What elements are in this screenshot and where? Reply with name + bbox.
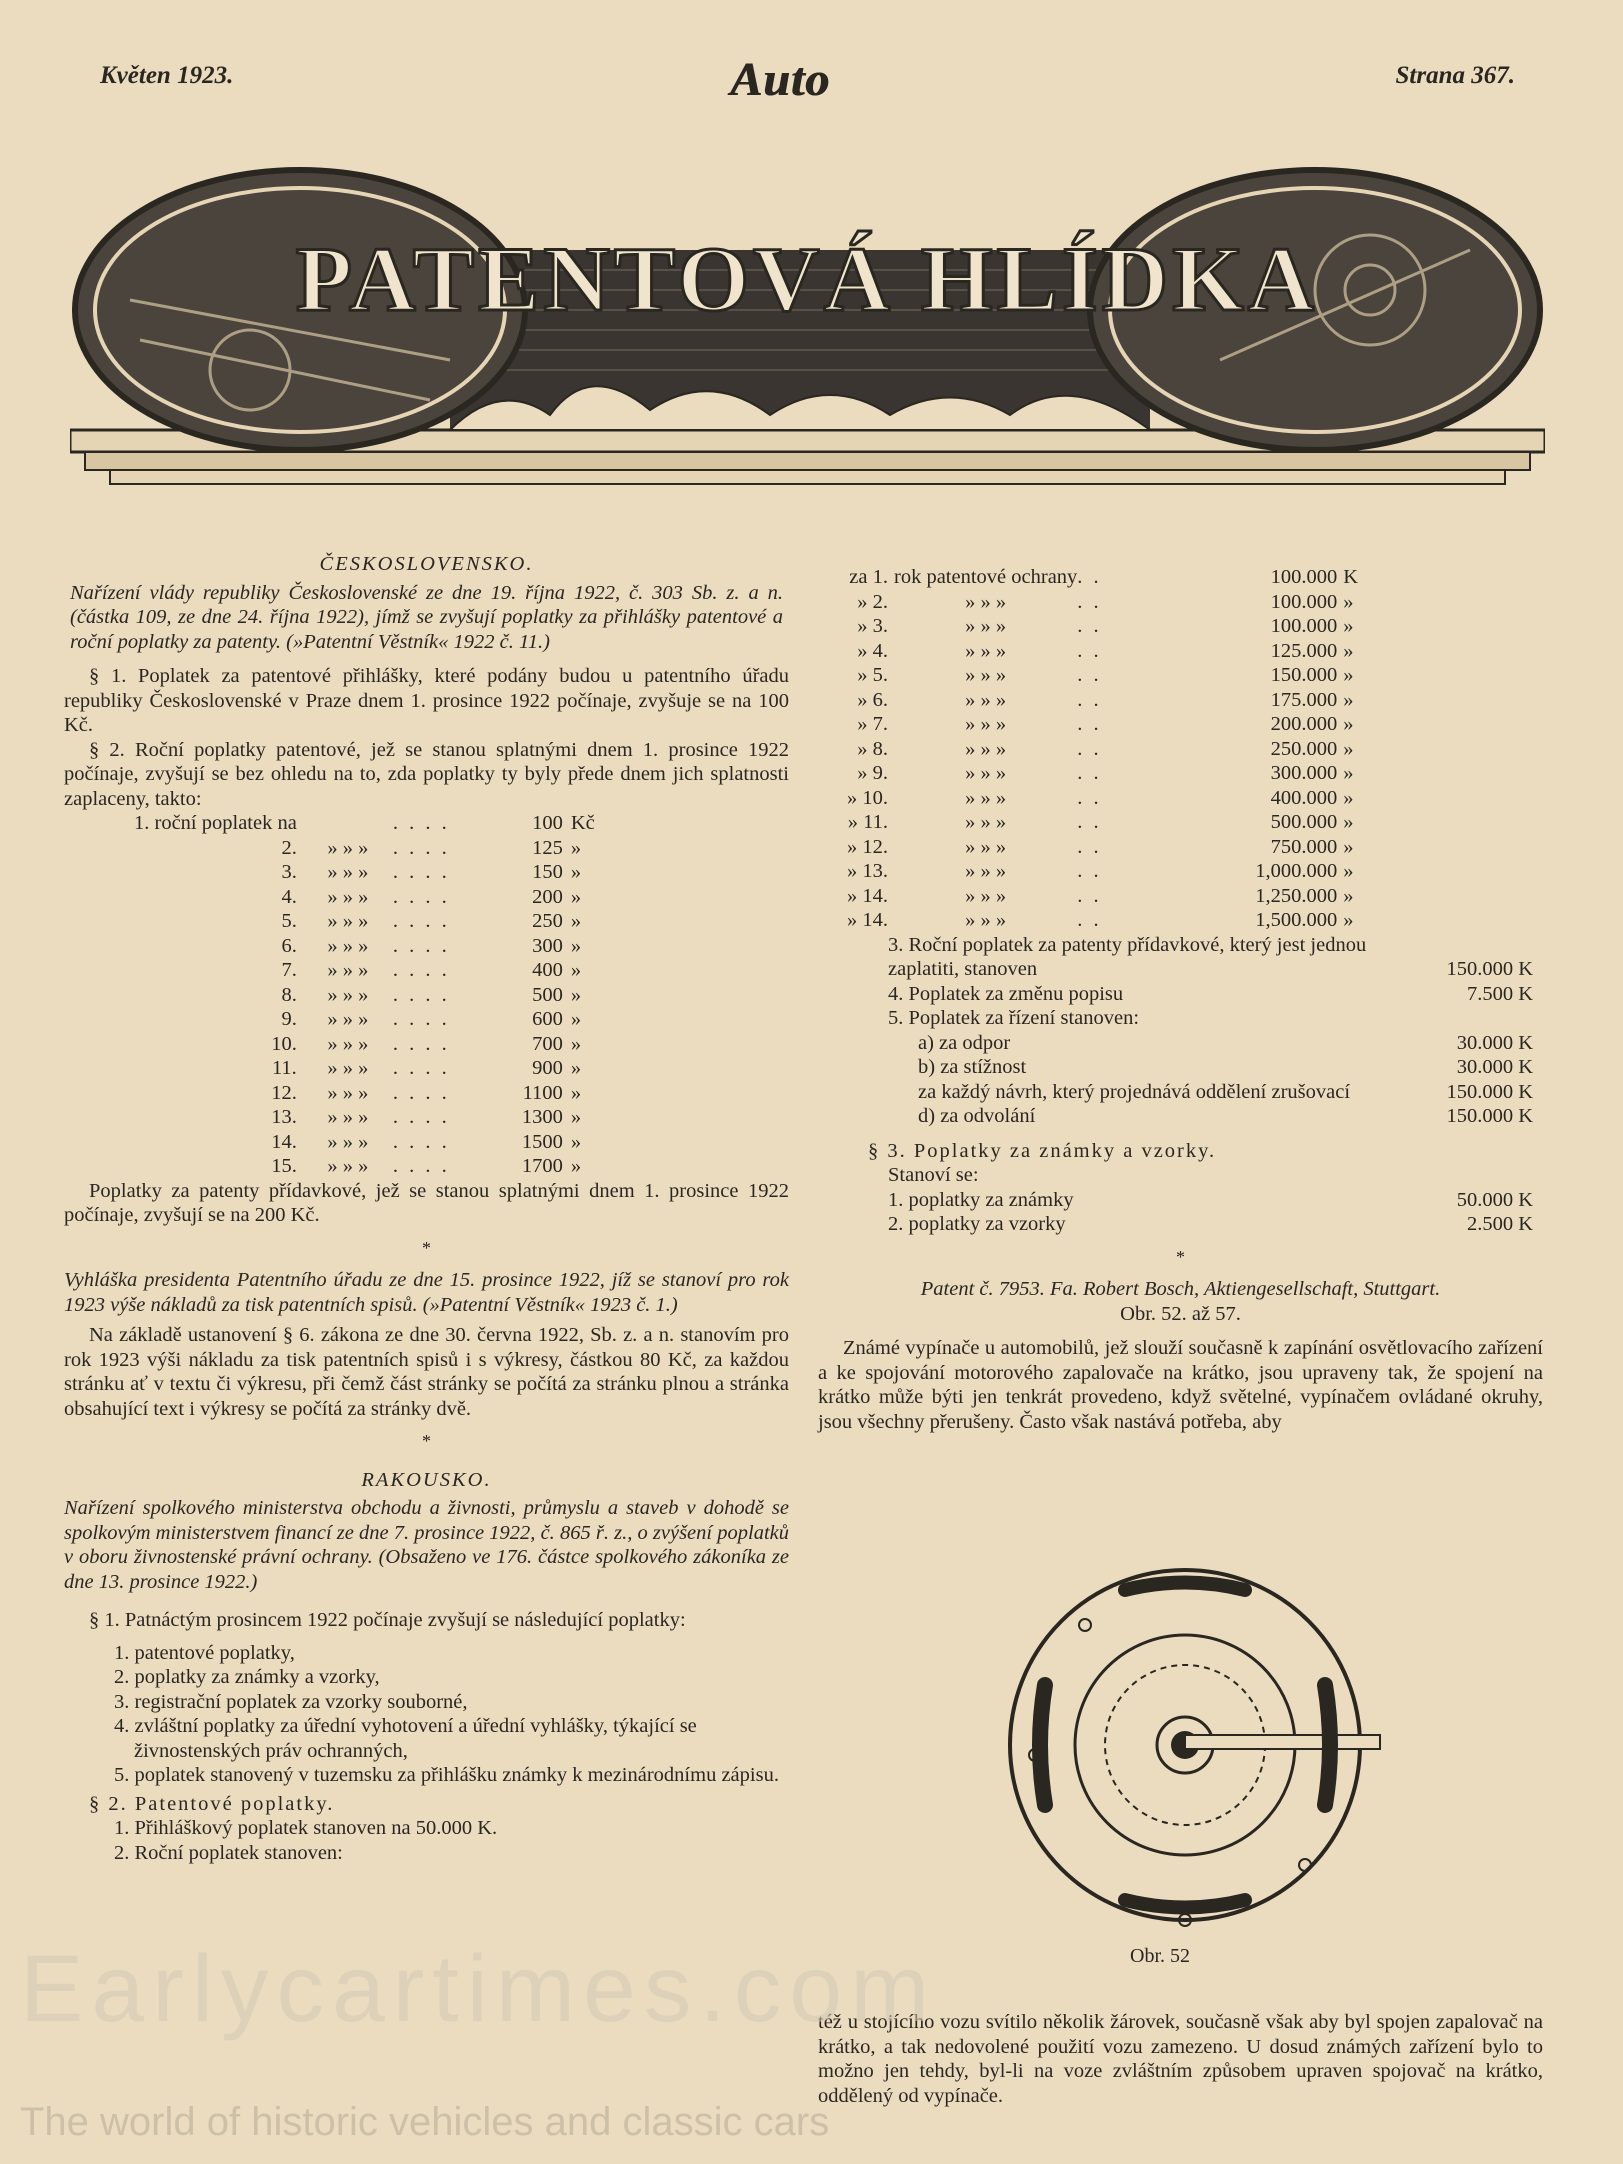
fee-label: 5. Poplatek za řízení stanoven: bbox=[888, 1007, 1140, 1029]
fee-number: » 3. bbox=[857, 615, 888, 637]
fee-amount: 100 bbox=[532, 812, 563, 834]
fee-dots: . . . . bbox=[392, 959, 450, 981]
paragraph: § 2. Patentové poplatky. bbox=[89, 1792, 335, 1815]
fee-number: » 5. bbox=[857, 664, 888, 686]
fee-unit: » bbox=[570, 1057, 582, 1079]
decree-title: Vyhláška presidenta Patentního úřadu ze dne 15. prosince 1922, jíž se stanoví pro rok 1923 výše nákladů za tisk patentních spisů. (»Patentní Věstník« 1923 č. 1.) bbox=[64, 1269, 789, 1316]
fee-number: 6. bbox=[281, 934, 297, 957]
fee-number: » 6. bbox=[857, 688, 888, 711]
fee-number: za 1. bbox=[849, 566, 888, 588]
fee-row bbox=[818, 810, 1383, 835]
fee-unit: » bbox=[1343, 860, 1354, 882]
fee-unit: » bbox=[570, 885, 582, 908]
fee-label: 1. poplatky za známky bbox=[888, 1188, 1074, 1211]
fee-amount: 100.000 bbox=[1270, 566, 1338, 588]
separator-star: * bbox=[422, 1237, 431, 1258]
fee-amount: 400.000 bbox=[1270, 786, 1338, 809]
fee-dots: . . bbox=[1077, 762, 1102, 784]
fee-dots: . . bbox=[1077, 688, 1102, 711]
fee-dots: . . . . bbox=[392, 1106, 450, 1128]
fee-item: » » » bbox=[965, 590, 1007, 613]
fee-dots: . . bbox=[1077, 713, 1102, 735]
switch-diagram bbox=[1005, 1545, 1405, 1955]
fee-row bbox=[134, 1130, 611, 1155]
fee-row bbox=[134, 836, 611, 861]
fee-item: » » » bbox=[327, 934, 369, 957]
fee-row bbox=[134, 811, 611, 836]
fee-dots: . . bbox=[1077, 884, 1102, 907]
fee-item: » » » bbox=[327, 885, 369, 908]
fee-unit: Kč bbox=[570, 812, 595, 834]
decree-title: Nařízení spolkového ministerstva obchodu a živnosti, průmyslu a staveb v dohodě se spolkovým ministerstvem financí ze dne 7. prosince 1922, č. 865 ř. z., o zvýšení poplatků v oboru živnostenské právní ochrany. (Obsaženo ve 176. částce spolkového zákoníka ze dne 13. prosince 1922.) bbox=[64, 1497, 789, 1593]
fee-unit: » bbox=[570, 983, 582, 1006]
fee-item: » » » bbox=[965, 664, 1007, 686]
fee-amount: 100.000 bbox=[1270, 615, 1338, 637]
fee-item: » » » bbox=[327, 1155, 369, 1177]
fee-dots: . . bbox=[1077, 737, 1102, 760]
separator-star: * bbox=[422, 1431, 431, 1451]
fee-dots: . . bbox=[1077, 811, 1102, 833]
paragraph: Poplatky za patenty přídavkové, jež se stanou splatnými dnem 1. prosince 1922 počínaje, zvyšují se na 200 Kč. bbox=[64, 1179, 789, 1226]
fee-item: » » » bbox=[965, 811, 1007, 833]
fee-dots: . . bbox=[1077, 566, 1102, 588]
fee-item: » » » bbox=[327, 1057, 369, 1079]
fee-label: 3. Roční poplatek za patenty přídavkové, který jest jednou zaplatiti, stanoven bbox=[888, 933, 1367, 980]
section-heading: RAKOUSKO. bbox=[361, 1468, 492, 1491]
fee-number: 3. bbox=[281, 861, 297, 883]
fee-item: » » » bbox=[965, 713, 1007, 735]
fee-number: 14. bbox=[271, 1130, 297, 1153]
fee-row bbox=[818, 859, 1383, 884]
list-item: 1. patentové poplatky, bbox=[114, 1641, 295, 1664]
fee-unit: » bbox=[1343, 762, 1354, 784]
fee-dots: . . . . bbox=[392, 861, 450, 883]
list-item: 5. poplatek stanovený v tuzemsku za přihlášku známky k mezinárodnímu zápisu. bbox=[114, 1764, 779, 1786]
fee-label: Stanoví se: bbox=[888, 1164, 979, 1186]
fee-amount: 1100 bbox=[522, 1081, 563, 1104]
fee-dots: . . bbox=[1077, 860, 1102, 882]
fee-unit: » bbox=[570, 1106, 582, 1128]
fee-dots: . . . . bbox=[392, 1057, 450, 1079]
paragraph: § 2. Roční poplatky patentové, jež se stanou splatnými dnem 1. prosince 1922 počínaje, zvyšují se bez ohledu na to, zda poplatky ty byly přede dnem jich splatnosti zaplaceny, takto: bbox=[64, 738, 789, 810]
fee-amount: 700 bbox=[532, 1032, 563, 1055]
fee-item: » » » bbox=[965, 639, 1007, 662]
fee-amount: 750.000 bbox=[1270, 835, 1338, 858]
fee-value: 30.000 K bbox=[1456, 1056, 1533, 1078]
fee-row bbox=[818, 712, 1383, 737]
fee-label: a) za odpor bbox=[918, 1031, 1011, 1054]
fee-amount: 1300 bbox=[521, 1106, 563, 1128]
list-item: 4. zvláštní poplatky za úřední vyhotovení a úřední vyhlášky, týkající se živnostenských práv ochranných, bbox=[114, 1715, 697, 1762]
fee-row bbox=[134, 1081, 611, 1106]
fee-row bbox=[134, 1007, 611, 1032]
fee-number: 7. bbox=[281, 959, 297, 981]
fee-amount: 175.000 bbox=[1270, 688, 1338, 711]
fee-unit: » bbox=[570, 959, 582, 981]
fee-value: 150.000 K bbox=[1446, 958, 1533, 980]
page-number: Strana 367. bbox=[1395, 62, 1515, 89]
fee-row bbox=[134, 860, 611, 885]
fee-value: 150.000 K bbox=[1446, 1080, 1533, 1103]
fee-item: » » » bbox=[965, 615, 1007, 637]
fee-number: 2. bbox=[281, 836, 297, 859]
fee-number: » 8. bbox=[857, 737, 888, 760]
fee-amount: 200.000 bbox=[1270, 713, 1338, 735]
watermark-tagline: The world of historic vehicles and classic cars bbox=[20, 2100, 830, 2144]
fee-dots: . . . . bbox=[392, 1081, 450, 1104]
fee-dots: . . . . bbox=[392, 1130, 450, 1153]
fee-list bbox=[64, 1816, 789, 1865]
fee-number: » 2. bbox=[857, 590, 888, 613]
fee-amount: 1,250.000 bbox=[1255, 884, 1338, 907]
fee-unit: » bbox=[1343, 786, 1354, 809]
right-column bbox=[818, 565, 1543, 1434]
fee-row bbox=[818, 663, 1383, 688]
list-item: 2. poplatky za známky a vzorky, bbox=[114, 1666, 380, 1688]
fee-dots: . . . . bbox=[392, 812, 450, 834]
fee-row bbox=[134, 1154, 611, 1179]
issue-date: Květen 1923. bbox=[100, 62, 234, 89]
fee-unit: » bbox=[570, 1032, 582, 1055]
fee-unit: » bbox=[1343, 909, 1354, 931]
fee-value: 150.000 K bbox=[1446, 1105, 1533, 1127]
fee-label: 4. Poplatek za změnu popisu bbox=[888, 982, 1124, 1005]
fee-amount: 1,000.000 bbox=[1255, 860, 1338, 882]
fee-value: 30.000 K bbox=[1456, 1031, 1533, 1054]
patent-banner bbox=[70, 160, 1545, 505]
patent-title: Patent č. 7953. Fa. Robert Bosch, Aktiengesellschaft, Stuttgart. bbox=[920, 1278, 1441, 1300]
watermark-logo: Earlycartimes.com bbox=[20, 1936, 938, 2042]
left-column bbox=[64, 552, 789, 1865]
paragraph: též u stojícího vozu svítilo několik žárovek, současně však aby byl spojen zapalovač na krátko, a tak nedovolené použití vozu zamezeno. U dosud známých zařízení bylo to možno jen tehdy, byl-li na voze zvláštním způsobem upraven spojovač na krátko, oddělený od vypínače. bbox=[818, 2011, 1543, 2107]
fee-number: » 13. bbox=[847, 860, 888, 882]
fee-table bbox=[134, 811, 611, 1179]
fee-dots: . . . . bbox=[392, 885, 450, 908]
fee-item: » » » bbox=[327, 1106, 369, 1128]
fee-row bbox=[818, 835, 1383, 860]
fee-amount: 150.000 bbox=[1270, 664, 1338, 686]
fee-amount: 125 bbox=[532, 836, 563, 859]
fee-amount: 400 bbox=[532, 959, 563, 981]
fee-row bbox=[818, 590, 1383, 615]
fee-unit: K bbox=[1343, 566, 1359, 588]
fee-item: » » » bbox=[327, 836, 369, 859]
fee-number: 9. bbox=[281, 1008, 297, 1030]
fee-amount: 300 bbox=[532, 934, 563, 957]
fee-dots: . . bbox=[1077, 835, 1102, 858]
fee-unit: » bbox=[1343, 713, 1354, 735]
fee-number: » 4. bbox=[857, 639, 888, 662]
fee-dots: . . . . bbox=[392, 836, 450, 859]
fee-item bbox=[303, 811, 393, 836]
fee-number: 11. bbox=[271, 1057, 297, 1079]
paragraph: § 1. Poplatek za patentové přihlášky, které podány budou u patentního úřadu republiky Československé v Praze dnem 1. prosince 1922 počínaje, zvyšuje se na 100 Kč. bbox=[64, 665, 789, 736]
fee-number: » 14. bbox=[847, 909, 888, 931]
fee-unit: » bbox=[1343, 590, 1354, 613]
fee-row bbox=[134, 909, 611, 934]
fee-dots: . . . . bbox=[392, 983, 450, 1006]
fee-unit: » bbox=[570, 910, 582, 932]
fee-row bbox=[134, 885, 611, 910]
fee-number: » 14. bbox=[847, 884, 888, 907]
fee-value: 2.500 K bbox=[1466, 1213, 1533, 1235]
fee-row bbox=[818, 786, 1383, 811]
fee-unit: » bbox=[570, 1155, 582, 1177]
fee-row bbox=[818, 688, 1383, 713]
fee-item: » » » bbox=[327, 1081, 369, 1104]
fee-dots: . . bbox=[1077, 786, 1102, 809]
fee-item: » » » bbox=[327, 983, 369, 1006]
fee-item: » » » bbox=[965, 860, 1007, 882]
fee-dots: . . bbox=[1077, 639, 1102, 662]
fee-dots: . . . . bbox=[392, 1155, 450, 1177]
fee-row bbox=[818, 565, 1383, 590]
fee-number: 15. bbox=[271, 1155, 297, 1177]
magazine-logo: Auto bbox=[730, 53, 831, 106]
fee-dots: . . . . bbox=[392, 934, 450, 957]
fee-value: 50.000 K bbox=[1456, 1188, 1533, 1211]
fee-item: » » » bbox=[965, 884, 1007, 907]
fee-dots: . . . . bbox=[392, 910, 450, 932]
fee-item: » » » bbox=[327, 959, 369, 981]
fee-amount: 250 bbox=[532, 910, 563, 932]
fee-label: d) za odvolání bbox=[918, 1105, 1036, 1127]
fee-amount: 250.000 bbox=[1270, 737, 1338, 760]
fee-unit: » bbox=[570, 1081, 582, 1104]
patent-figures: Obr. 52. až 57. bbox=[1120, 1302, 1241, 1325]
fee-table bbox=[818, 565, 1383, 933]
fee-number: » 9. bbox=[857, 762, 888, 784]
fee-amount: 125.000 bbox=[1270, 639, 1338, 662]
subsection: § 3. Poplatky za známky a vzorky. bbox=[868, 1139, 1217, 1162]
fee-amount: 200 bbox=[532, 885, 563, 908]
fee-number: » 10. bbox=[847, 786, 888, 809]
fee-amount: 900 bbox=[532, 1057, 563, 1079]
section-heading: ČESKOSLOVENSKO. bbox=[319, 553, 534, 575]
fee-amount: 600 bbox=[532, 1008, 563, 1030]
fee-dots: . . . . bbox=[392, 1008, 450, 1030]
fee-block bbox=[818, 933, 1543, 1237]
decree-title: Nařízení vlády republiky Československé ze dne 19. října 1922, č. 303 Sb. z. a n. (částka 109, ze dne 24. října 1922), jímž se zvyšují poplatky za přihlášky patentové a roční poplatky za patenty. (»Patentní Věstník« 1922 č. 11.) bbox=[70, 581, 783, 653]
figure-caption: Obr. 52 bbox=[1130, 1945, 1190, 1967]
fee-item: » » » bbox=[965, 688, 1007, 711]
banner-title: PATENTOVÁ HLÍDKA bbox=[295, 228, 1319, 330]
list-item: 3. registrační poplatek za vzorky souborné, bbox=[114, 1690, 468, 1713]
fee-amount: 300.000 bbox=[1270, 762, 1338, 784]
fee-row bbox=[818, 737, 1383, 762]
fee-dots: . . bbox=[1077, 664, 1102, 686]
fee-amount: 1700 bbox=[521, 1155, 563, 1177]
fee-number: 4. bbox=[281, 885, 297, 908]
fee-row bbox=[818, 884, 1383, 909]
fee-unit: » bbox=[1343, 664, 1354, 686]
fee-row bbox=[134, 934, 611, 959]
fee-unit: » bbox=[570, 1008, 582, 1030]
fee-label: za každý návrh, který projednává oddělení zrušovací bbox=[918, 1080, 1351, 1103]
list-item: 2. Roční poplatek stanoven: bbox=[114, 1841, 343, 1864]
fee-dots: . . bbox=[1077, 615, 1102, 637]
fee-unit: » bbox=[1343, 737, 1354, 760]
fee-number: » 12. bbox=[847, 835, 888, 858]
fee-unit: » bbox=[1343, 835, 1354, 858]
paragraph: Známé vypínače u automobilů, jež slouží současně k zapínání osvětlovacího zařízení a ke spojování motorového zapalovače na krátko, jsou upraveny tak, že spojení na krátko může býti jen tenkrát provedeno, když světelné, vypínačem ovládané okruhy, jsou všechny přerušeny. Často však nastává potřeba, aby bbox=[818, 1337, 1543, 1433]
fee-number: » 7. bbox=[857, 713, 888, 735]
fee-item: » » » bbox=[965, 835, 1007, 858]
fee-unit: » bbox=[570, 934, 582, 957]
fee-item: » » » bbox=[327, 1130, 369, 1153]
fee-amount: 500.000 bbox=[1270, 811, 1338, 833]
fee-unit: » bbox=[1343, 639, 1354, 662]
fee-unit: » bbox=[1343, 884, 1354, 907]
paragraph: Na základě ustanovení § 6. zákona ze dne 30. června 1922, Sb. z. a n. stanovím pro rok 1923 výši nákladu za tisk patentních spisů i s výkresy, částkou 80 Kč, za každou stránku ať v textu či výkresu, při čemž část stránky se počítá za stránku plnou a stránka obsahující text i výkresy se počítá za stránky dvě. bbox=[64, 1324, 789, 1420]
separator-star: * bbox=[1176, 1246, 1185, 1267]
fee-label: 2. poplatky za vzorky bbox=[888, 1213, 1066, 1235]
fee-amount: 1,500.000 bbox=[1255, 909, 1338, 931]
fee-item: » » » bbox=[327, 861, 369, 883]
fee-dots: . . bbox=[1077, 590, 1102, 613]
fee-item: » » » bbox=[327, 1008, 369, 1030]
fee-list bbox=[64, 1641, 789, 1788]
fee-row bbox=[818, 639, 1383, 664]
list-item: 1. Přihláškový poplatek stanoven na 50.000 K. bbox=[114, 1817, 498, 1839]
fee-unit: » bbox=[570, 836, 582, 859]
fee-unit: » bbox=[1343, 811, 1354, 833]
fee-number: 5. bbox=[281, 910, 297, 932]
fee-row bbox=[134, 1056, 611, 1081]
fee-row bbox=[134, 983, 611, 1008]
fee-item: » » » bbox=[965, 737, 1007, 760]
fee-row bbox=[818, 908, 1383, 933]
fee-number: » 11. bbox=[847, 811, 888, 833]
fee-row bbox=[818, 761, 1383, 786]
fee-label: b) za stížnost bbox=[918, 1056, 1027, 1078]
fee-item: » » » bbox=[965, 786, 1007, 809]
paragraph: § 1. Patnáctým prosincem 1922 počínaje zvyšují se následující poplatky: bbox=[89, 1609, 686, 1631]
fee-row bbox=[134, 1032, 611, 1057]
fee-number: 10. bbox=[271, 1032, 297, 1055]
fee-item: » » » bbox=[965, 762, 1007, 784]
fee-row bbox=[134, 958, 611, 983]
fee-dots: . . bbox=[1077, 909, 1102, 931]
fee-amount: 100.000 bbox=[1270, 590, 1338, 613]
fee-item: » » » bbox=[965, 909, 1007, 931]
fee-dots: . . . . bbox=[392, 1032, 450, 1055]
fee-unit: » bbox=[570, 1130, 582, 1153]
fee-unit: » bbox=[1343, 615, 1354, 637]
fee-unit: » bbox=[570, 861, 582, 883]
fee-unit: » bbox=[1343, 688, 1354, 711]
fee-row bbox=[134, 1105, 611, 1130]
fee-item: rok patentové ochrany bbox=[894, 566, 1078, 588]
fee-number: 1. roční poplatek na bbox=[134, 812, 297, 834]
fee-item: » » » bbox=[327, 910, 369, 932]
fee-amount: 500 bbox=[532, 983, 563, 1006]
fee-value: 7.500 K bbox=[1466, 982, 1533, 1005]
fee-row bbox=[818, 614, 1383, 639]
fee-amount: 150 bbox=[532, 861, 563, 883]
fee-number: 13. bbox=[271, 1106, 297, 1128]
fee-number: 8. bbox=[281, 983, 297, 1006]
fee-amount: 1500 bbox=[521, 1130, 563, 1153]
fee-number: 12. bbox=[271, 1081, 297, 1104]
fee-item: » » » bbox=[327, 1032, 369, 1055]
